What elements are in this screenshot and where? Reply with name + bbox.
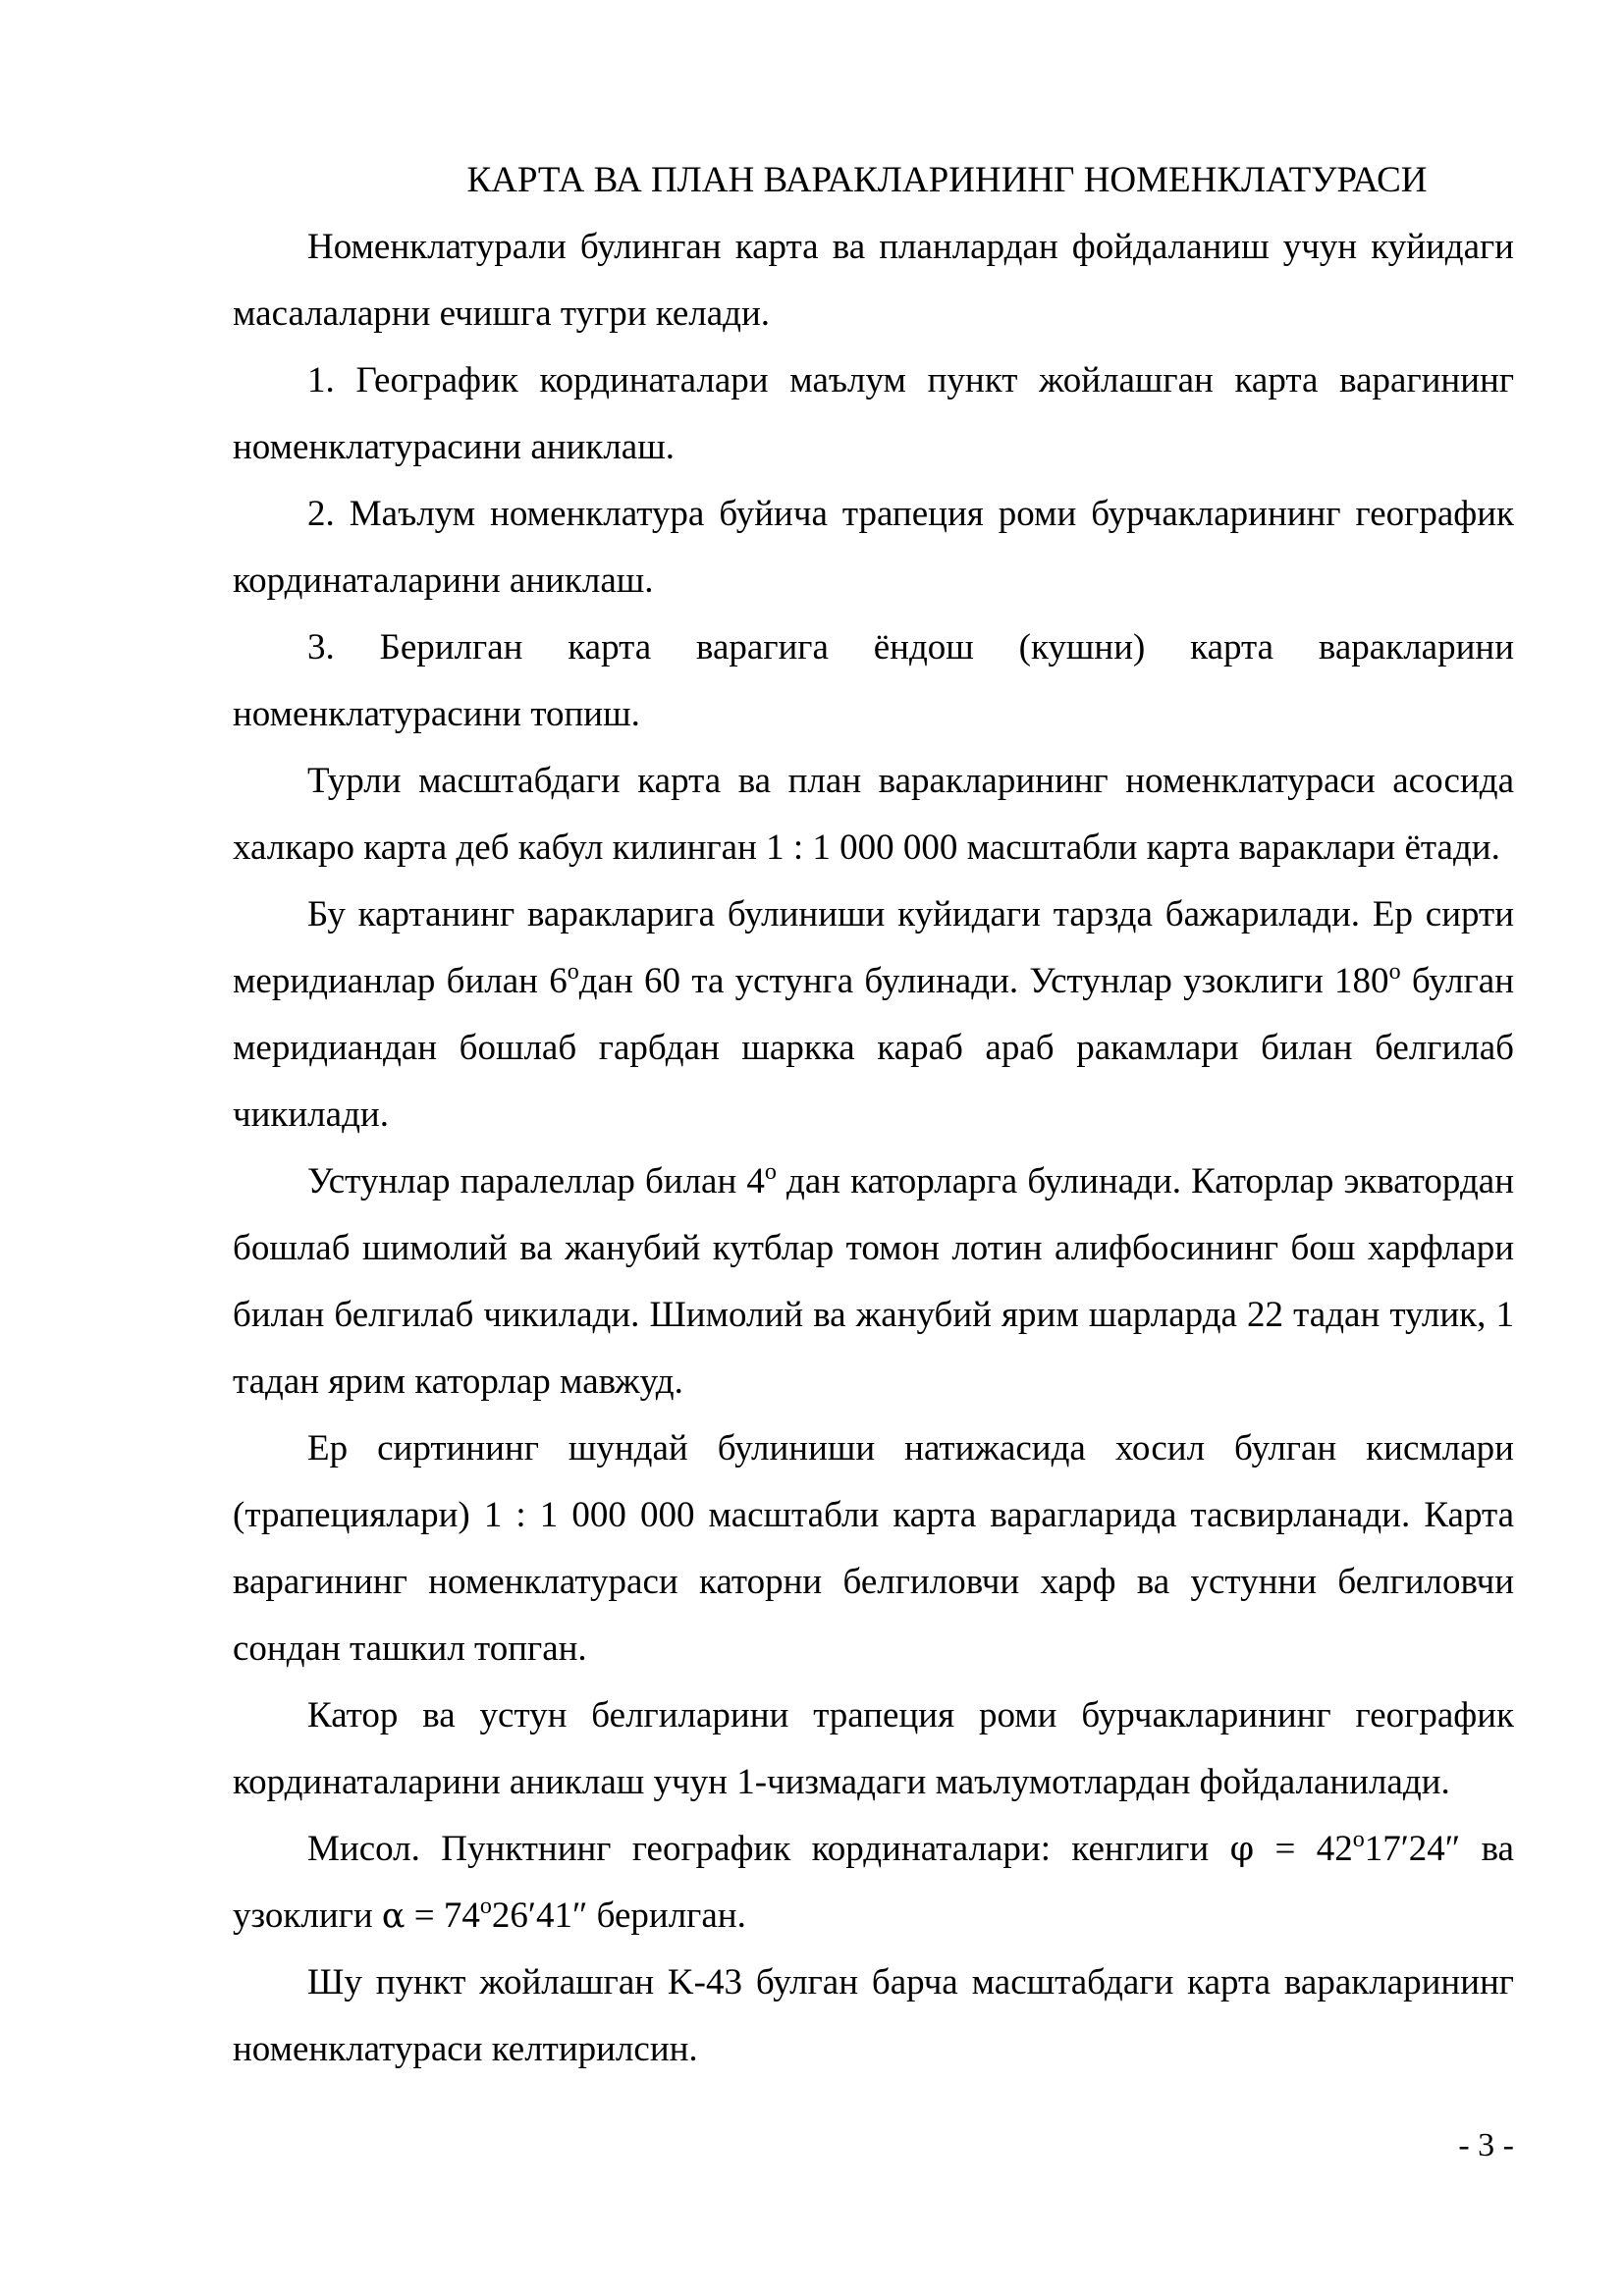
paragraph-rows bbox=[233, 1148, 1514, 1415]
example-longitude: = 74 bbox=[405, 1896, 480, 1936]
document-page bbox=[233, 147, 1514, 2083]
paragraph-columns-part-c: булган меридиандан бошлаб гарбдан шаркка караб араб ракамлари билан белгилаб чикилади. bbox=[233, 961, 1514, 1135]
paragraph-rows-part-a: Устунлар паралеллар билан 4 bbox=[307, 1161, 765, 1201]
degree-symbol: o bbox=[764, 1159, 777, 1185]
paragraph-rows-part-b: дан каторларга булинади. Каторлар экватордан бошлаб шимолий ва жанубий кутблар томон лотин алифбосининг бош харфлари билан белгилаб чикилади. Шимолий ва жанубий ярим шарларда 22 тадан тулик, 1 тадан ярим каторлар мавжуд. bbox=[233, 1161, 1514, 1402]
paragraph-task-3: 3. Берилган карта варагига ёндош (кушни) карта варакларини номенклатурасини топиш. bbox=[233, 627, 1514, 734]
paragraph-figure-reference: Катор ва устун белгиларини трапеция роми бурчакларининг географик кординаталарини аниклаш учун 1-чизмадаги маълумотлардан фойдаланилади. bbox=[233, 1695, 1514, 1802]
phi-symbol: φ bbox=[1229, 1830, 1255, 1869]
degree-symbol: o bbox=[567, 959, 579, 985]
paragraph-example bbox=[233, 1816, 1514, 1949]
degree-symbol: о bbox=[1388, 959, 1401, 985]
example-latitude: = 42 bbox=[1254, 1829, 1353, 1869]
paragraph-trapezoids: Ер сиртининг шундай булиниши натижасида хосил булган кисмлари (трапециялари) 1 : 1 000 000 масштабли карта варагларида тасвирланади. Карта варагининг номенклатураси каторни белгиловчи харф ва устунни белгиловчи сондан ташкил топган. bbox=[233, 1428, 1514, 1669]
paragraph-columns-part-a: Бу картанинг варакларига булиниши куйидаги тарзда бажарилади. Ер сирти меридианлар билан 6 bbox=[233, 894, 1514, 1001]
paragraph-task-2: 2. Маълум номенклатура буйича трапеция роми бурчакларининг географик кординаталарини аниклаш. bbox=[233, 494, 1514, 601]
alpha-symbol: α bbox=[381, 1896, 406, 1936]
paragraph-task-1: 1. Географик кординаталари маълум пункт жойлашган карта варагининг номенклатурасини аниклаш. bbox=[233, 360, 1514, 467]
paragraph-intro: Номенклатурали булинган карта ва планлардан фойдаланиш учун куйидаги масалаларни ечишга тугри келади. bbox=[233, 227, 1514, 334]
page-title: КАРТА ВА ПЛАН ВАРАКЛАРИНИНГ НОМЕНКЛАТУРАСИ bbox=[466, 160, 1428, 200]
paragraph-conclusion: Шу пункт жойлашган K-43 булган барча масштабдаги карта варакларининг номенклатураси келтирилсин. bbox=[233, 1962, 1514, 2069]
degree-symbol: o bbox=[479, 1894, 492, 1919]
paragraph-scale-basis: Турли масштабдаги карта ва план варакларининг номенклатураси асосида халкаро карта деб кабул килинган 1 : 1 000 000 масштабли карта вараклари ётади. bbox=[233, 761, 1514, 868]
degree-symbol: o bbox=[1352, 1827, 1365, 1852]
paragraph-columns bbox=[233, 881, 1514, 1148]
page-number: - 3 - bbox=[1458, 2127, 1514, 2163]
example-part-e: 26′41″ берилган. bbox=[491, 1896, 746, 1936]
example-part-a: Мисол. Пунктнинг географик кординаталари: кенглиги bbox=[307, 1829, 1230, 1869]
example-part-c: 17′24″ ва узоклиги bbox=[233, 1829, 1514, 1936]
paragraph-columns-part-b: дан 60 та устунга булинади. Устунлар узоклиги 180 bbox=[578, 961, 1389, 1001]
